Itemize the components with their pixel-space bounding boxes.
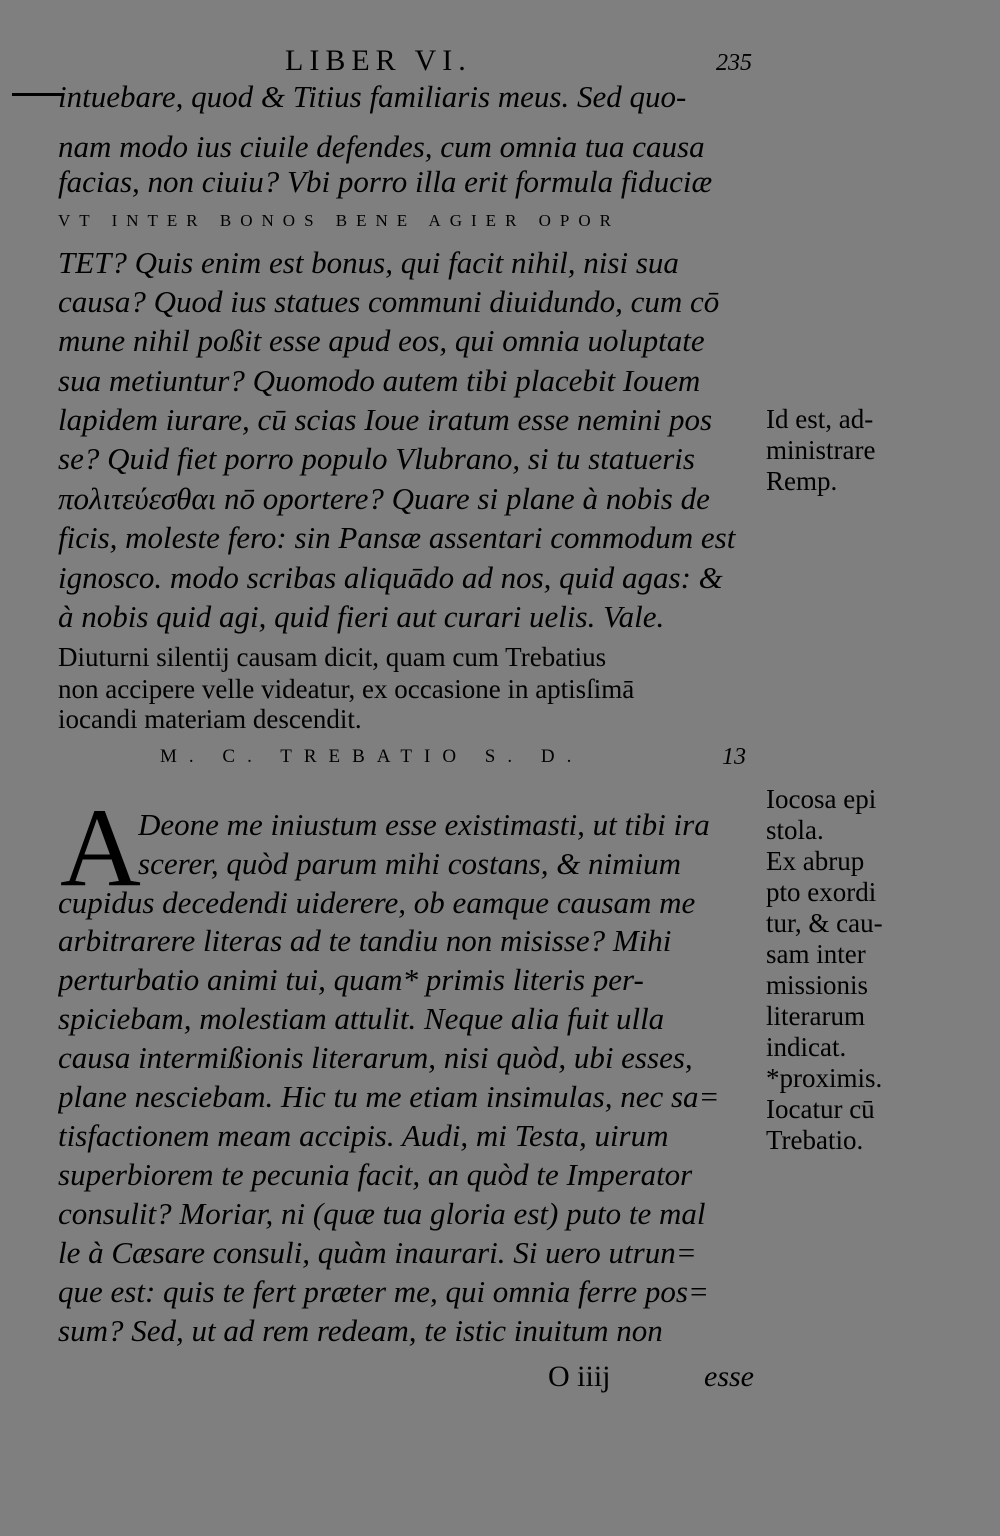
text-line: plane nesciebam. Hic tu me etiam insimulas, nec sa=: [58, 1079, 720, 1114]
text-line: perturbatio animi tui, quam* primis literis per-: [58, 962, 644, 997]
margin-note-line: stola.: [766, 815, 824, 845]
text-line: nam modo ius ciuile defendes, cum omnia tua causa: [58, 129, 705, 164]
running-title: LIBER VI.: [285, 44, 472, 77]
text-line: mune nihil poßit esse apud eos, qui omnia uoluptate: [58, 323, 705, 358]
margin-note-line: ministrare: [766, 435, 876, 465]
text-line: facias, non ciuiu? Vbi porro illa erit formula fiduciæ: [58, 164, 713, 199]
text-line: causa intermißionis literarum, nisi quòd, ubi esses,: [58, 1040, 693, 1075]
margin-note-line: literarum: [766, 1001, 865, 1031]
margin-note-line: missionis: [766, 970, 869, 1000]
text-line: à nobis quid agi, quid fieri aut curari uelis. Vale.: [58, 599, 665, 634]
margin-note-line: Trebatio.: [766, 1125, 864, 1155]
text-line: causa? Quod ius statues communi diuidundo, cum cō: [58, 284, 720, 319]
folio-number: 235: [716, 50, 752, 76]
margin-note-explanation: [766, 404, 998, 497]
text-line: ficis, moleste fero: sin Pansæ assentari commodum est: [58, 520, 736, 555]
margin-pointer-mark: [12, 93, 64, 96]
letter-address: M. C. TREBATIO S. D.: [160, 746, 584, 767]
text-line: πολιτεύεσθαι nō oportere? Quare si plane à nobis de: [58, 481, 710, 516]
text-line: consulit? Moriar, ni (quæ tua gloria est) puto te mal: [58, 1196, 706, 1231]
margin-note-line: *proximis.: [766, 1063, 883, 1093]
argument-line: Diuturni silentij causam dicit, quam cum Trebatius: [58, 642, 607, 672]
text-line: intuebare, quod & Titius familiaris meus. Sed quo-: [58, 79, 687, 114]
margin-note-line: Remp.: [766, 466, 838, 496]
margin-note-line: Iocatur cū: [766, 1094, 875, 1124]
text-line: sum? Sed, ut ad rem redeam, te istic inuitum non: [58, 1313, 663, 1348]
signature-mark: O iiij: [548, 1360, 611, 1393]
text-line: ignosco. modo scribas aliquādo ad nos, quid agas: &: [58, 560, 723, 595]
letter-number: 13: [722, 744, 746, 770]
margin-note-line: pto exordi: [766, 877, 877, 907]
text-line: arbitrarere literas ad te tandiu non misisse? Mihi: [58, 923, 672, 958]
margin-note-line: sam inter: [766, 939, 866, 969]
text-line: que est: quis te fert præter me, qui omnia ferre pos=: [58, 1274, 709, 1309]
text-line: se? Quid fiet porro populo Vlubrano, si tu statueris: [58, 441, 695, 476]
text-line: scerer, quòd parum mihi costans, & nimium: [138, 846, 682, 881]
argument-line: non accipere velle videatur, ex occasione in aptisſimā: [58, 674, 635, 704]
text-line-capitals: VT INTER BONOS BENE AGIER OPOR: [58, 211, 621, 230]
text-line: sua metiuntur? Quomodo autem tibi placebit Iouem: [58, 363, 701, 398]
margin-note-line: Id est, ad-: [766, 404, 874, 434]
argument-line: iocandi materiam descendit.: [58, 704, 362, 734]
text-line: tisfactionem meam accipis. Audi, mi Testa, uirum: [58, 1118, 669, 1153]
margin-note-line: Iocosa epi: [766, 784, 877, 814]
catchword: esse: [704, 1360, 754, 1393]
text-line: lapidem iurare, cū scias Ioue iratum esse nemini pos: [58, 402, 713, 437]
text-line: Deone me iniustum esse existimasti, ut tibi ira: [138, 807, 710, 842]
text-line: spiciebam, molestiam attulit. Neque alia fuit ulla: [58, 1001, 665, 1036]
margin-note-line: Ex abrup: [766, 846, 865, 876]
text-line: le à Cæsare consuli, quàm inaurari. Si uero utrun=: [58, 1235, 697, 1270]
text-line: cupidus decedendi uiderere, ob eamque causam me: [58, 885, 696, 920]
text-line: TET? Quis enim est bonus, qui facit nihil, nisi sua: [58, 245, 679, 280]
margin-note-line: indicat.: [766, 1032, 847, 1062]
drop-capital: A: [60, 786, 141, 910]
margin-note-line: tur, & cau-: [766, 908, 883, 938]
margin-note-summary: [766, 784, 998, 1156]
text-line: superbiorem te pecunia facit, an quòd te Imperator: [58, 1157, 693, 1192]
